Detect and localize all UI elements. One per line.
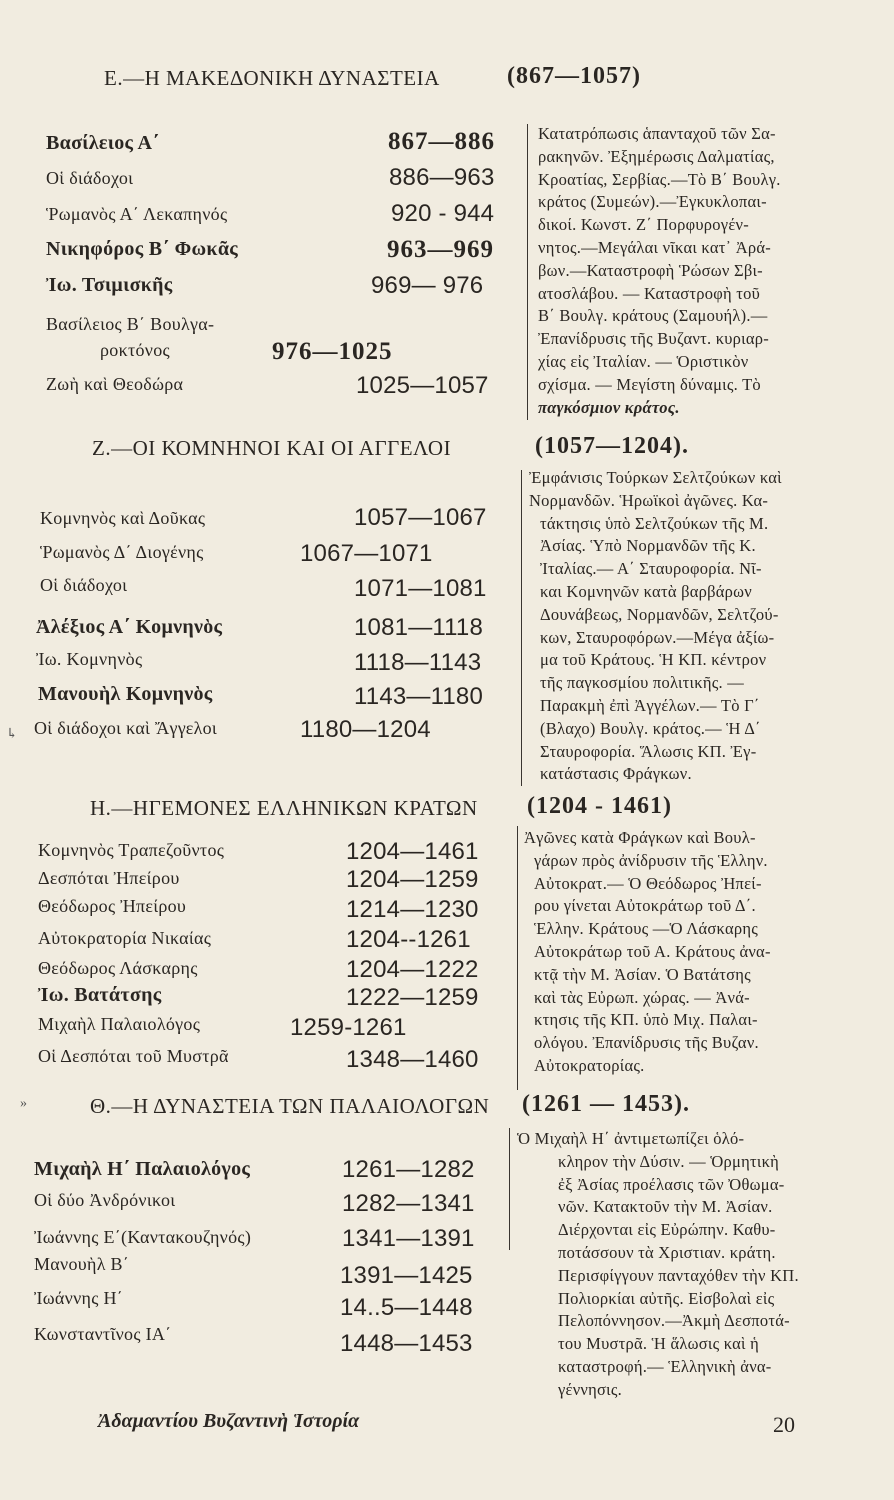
description-line: ολόγου. Ἐπανίδρυσις τῆς Βυζαν. — [534, 1033, 759, 1053]
description-line: κληρον τὴν Δύσιν. — Ὁρμητικὴ — [558, 1151, 780, 1171]
ruler-years: 1180—1204 — [300, 716, 431, 743]
description-line: σχίσμα. — Μεγίστη δύναμις. Τὸ — [538, 374, 761, 394]
description-line: παγκόσμιον κράτος. — [538, 397, 680, 417]
ruler-years: 1025—1057 — [356, 372, 489, 399]
description-line: γέννησις. — [558, 1379, 623, 1399]
ruler-name: Οἱ διάδοχοι — [46, 168, 134, 188]
ruler-years: 1081—1118 — [354, 614, 484, 641]
section-heading: Θ.—Η ΔΥΝΑΣΤΕΙΑ ΤΩΝ ΠΑΛΑΙΟΛΟΓΩΝ — [90, 1094, 490, 1118]
description-line: Πολιορκίαι αὐτῆς. Εἰσβολαὶ εἰς — [558, 1288, 775, 1308]
ruler-years: 14..5—1448 — [340, 1294, 473, 1321]
description-line: Διέρχονται εἰς Εὐρώπην. Καθυ- — [558, 1220, 776, 1240]
column-divider — [527, 124, 528, 420]
description-line: τῆς παγκοσμίου πολιτικῆς. — — [540, 673, 744, 693]
ruler-name: Βασίλειος Α΄ — [46, 132, 160, 154]
description-line: Σταυροφορία. Ἅλωσις ΚΠ. Ἐγ- — [540, 741, 757, 761]
description-line: Ἑλλην. Κράτους —Ὁ Λάσκαρης — [534, 919, 759, 939]
ruler-years: 1222—1259 — [346, 984, 479, 1011]
section-years: (867—1057) — [507, 63, 641, 89]
section-heading: Η.—ΗΓΕΜΟΝΕΣ ΕΛΛΗΝΙΚΩΝ ΚΡΑΤΩΝ — [90, 796, 478, 820]
description-line: Ἀσίας. Ὑπὸ Νορμανδῶν τῆς Κ. — [540, 536, 756, 556]
ruler-years: 886—963 — [389, 164, 495, 191]
column-divider — [509, 1128, 510, 1250]
description-line: Ἰταλίας.— Α΄ Σταυροφορία. Νῖ- — [540, 559, 762, 579]
ruler-name: Δεσπόται Ἠπείρου — [38, 868, 180, 888]
description-line: ρου γίνεται Αὐτοκράτωρ τοῦ Δ΄. — [534, 896, 756, 916]
ruler-name: Βασίλειος Β΄ Βουλγα- — [46, 314, 215, 334]
description-line: κτᾷ τὴν Μ. Ἀσίαν. Ὁ Βατάτσης — [534, 964, 751, 984]
ruler-years: 1261—1282 — [342, 1156, 475, 1183]
ruler-years: 1204--1261 — [346, 926, 471, 953]
description-line: Νορμανδῶν. Ἡρωϊκοὶ ἀγῶνες. Κα- — [529, 490, 769, 510]
description-line: κατάστασις Φράγκων. — [540, 764, 692, 784]
description-line: (Βλαχο) Βουλγ. κράτος.— Ἡ Δ΄ — [540, 718, 761, 738]
ruler-years: 1214—1230 — [346, 896, 479, 923]
ruler-years: 1118—1143 — [354, 649, 482, 676]
description-line: Αὐτοκρατορίας. — [534, 1055, 645, 1075]
margin-mark: » — [20, 1096, 28, 1111]
ruler-name: Οἱ Δεσπόται τοῦ Μυστρᾶ — [38, 1046, 229, 1066]
description-line: κων, Σταυροφόρων.—Μέγα ἀξίω- — [540, 627, 775, 647]
description-line: Κατατρόπωσις ἁπανταχοῦ τῶν Σα- — [538, 124, 776, 143]
ruler-years: 1204—1461 — [346, 838, 479, 865]
ruler-years: 1071—1081 — [354, 575, 487, 602]
section-description — [524, 827, 771, 1078]
ruler-years: 976—1025 — [272, 338, 393, 365]
margin-mark: ↳ — [6, 726, 18, 742]
book-title: Ἀδαμαντίου Βυζαντινὴ Ἱστορία — [98, 1410, 360, 1432]
ruler-years: 1448—1453 — [340, 1330, 473, 1357]
description-line: Ἐμφάνισις Τούρκων Σελτζούκων καὶ — [529, 468, 782, 487]
ruler-name: Μανουὴλ Κομνηνὸς — [38, 683, 213, 705]
description-line: του Μυστρᾶ. Ἡ ἅλωσις καὶ ἡ — [558, 1334, 759, 1354]
description-line: ποτάσσουν τὰ Χριστιαν. κράτη. — [558, 1242, 776, 1262]
description-line: δικοί. Κωνστ. Ζ΄ Πορφυρογέν- — [538, 215, 749, 235]
description-line: κράτος (Συμεών).—Ἐγκυκλοπαι- — [538, 192, 767, 212]
description-line: Ἀγῶνες κατὰ Φράγκων καὶ Βουλ- — [524, 828, 756, 847]
description-line: Ὁ Μιχαὴλ Η΄ ἀντιμετωπίζει ὁλό- — [517, 1129, 745, 1148]
ruler-name: Θεόδωρος Ἠπείρου — [38, 896, 187, 916]
column-divider — [517, 826, 518, 1090]
column-divider — [521, 470, 522, 786]
section-years: (1057—1204). — [535, 433, 689, 459]
description-line: Περισφίγγουν πανταχόθεν τὴν ΚΠ. — [558, 1265, 799, 1285]
description-line: χίας εἰς Ἰταλίαν. — Ὁριστικὸν — [538, 351, 749, 371]
ruler-name: Ἰω. Τσιμισκῆς — [46, 274, 173, 296]
ruler-years: 1391—1425 — [340, 1262, 473, 1289]
ruler-name: Μιχαὴλ Παλαιολόγος — [38, 1014, 201, 1034]
ruler-years: 969— 976 — [371, 272, 484, 299]
section-years: (1261 — 1453). — [522, 1091, 690, 1117]
description-line: νητος.—Μεγάλαι νῖκαι κατ᾽ Ἀρά- — [538, 237, 772, 257]
ruler-name: Ῥωμανὸς Δ΄ Διογένης — [40, 542, 204, 562]
section-years: (1204 - 1461) — [527, 793, 672, 819]
ruler-name: Οἱ διάδοχοι καὶ Ἄγγελοι — [34, 718, 218, 738]
description-line: βων.—Καταστροφὴ Ῥώσων Σβι- — [538, 260, 763, 280]
description-line: μα τοῦ Κράτους. Ἡ ΚΠ. κέντρον — [540, 650, 767, 670]
ruler-years: 1259-1261 — [290, 1014, 407, 1041]
ruler-name: Μανουὴλ Β΄ — [34, 1254, 130, 1274]
ruler-years: 963—969 — [387, 236, 494, 263]
ruler-name: Μιχαὴλ Η΄ Παλαιολόγος — [34, 1158, 251, 1180]
ruler-name: Ἰω. Κομνηνὸς — [36, 649, 143, 669]
description-line: καὶ τὰς Εὐρωπ. χώρας. — Ἀνά- — [534, 987, 750, 1007]
description-line: Β΄ Βουλγ. κράτους (Σαμουήλ).— — [538, 306, 768, 326]
ruler-name: Ἰωάννης Ε΄(Καντακουζηνός) — [34, 1227, 252, 1247]
ruler-name: Αὐτοκρατορία Νικαίας — [38, 928, 212, 948]
ruler-years: 1348—1460 — [346, 1046, 479, 1073]
ruler-name: Νικηφόρος Β΄ Φωκᾶς — [46, 238, 239, 260]
ruler-years: 1204—1259 — [346, 866, 479, 893]
section-description — [517, 1128, 799, 1402]
ruler-name: Οἱ διάδοχοι — [40, 575, 128, 595]
ruler-name: ροκτόνος — [100, 340, 170, 360]
description-line: Κροατίας, Σερβίας.—Τὸ Β΄ Βουλγ. — [538, 169, 781, 189]
description-line: κτησις τῆς ΚΠ. ὑπὸ Μιχ. Παλαι- — [534, 1010, 758, 1030]
ruler-years: 1067—1071 — [300, 540, 433, 567]
ruler-name: Ἰωάννης Η΄ — [34, 1288, 124, 1308]
ruler-years: 1282—1341 — [342, 1190, 475, 1217]
page-number: 20 — [773, 1412, 795, 1437]
description-line: ρακηνῶν. Ἐξημέρωσις Δαλματίας, — [538, 146, 775, 166]
section-description — [538, 123, 781, 419]
ruler-years: 920 - 944 — [391, 200, 495, 227]
description-line: ατοσλάβου. — Καταστροφὴ τοῦ — [538, 283, 761, 303]
ruler-name: Οἱ δύο Ἀνδρόνικοι — [34, 1190, 176, 1210]
ruler-years: 1204—1222 — [346, 956, 479, 983]
section-heading: Ε.—Η ΜΑΚΕΔΟΝΙΚΗ ΔΥΝΑΣΤΕΙΑ — [104, 66, 440, 90]
description-line: Πελοπόννησον.—Ἀκμὴ Δεσποτά- — [558, 1311, 790, 1331]
description-line: Αὐτοκράτωρ τοῦ Α. Κράτους ἀνα- — [534, 941, 771, 961]
description-line: και Κομνηνῶν κατὰ βαρβάρων — [540, 581, 752, 601]
description-line: γάρων πρὸς ἀνίδρυσιν τῆς Ἑλλην. — [534, 850, 768, 870]
ruler-name: Κωνσταντῖνος ΙΑ΄ — [34, 1324, 172, 1344]
description-line: ἐξ Ἀσίας προέλασις τῶν Ὀθωμα- — [558, 1174, 785, 1194]
description-line: Παρακμὴ ἐπὶ Ἀγγέλων.— Τὸ Γ΄ — [540, 695, 760, 715]
description-line: Αὐτοκρατ.— Ὁ Θεόδωρος Ἠπεί- — [534, 873, 762, 893]
description-line: τάκτησις ὑπὸ Σελτζούκων τῆς Μ. — [540, 513, 769, 533]
ruler-name: Ῥωμανὸς Α΄ Λεκαπηνός — [46, 204, 228, 224]
ruler-name: Κομνηνὸς Τραπεζοῦντος — [38, 840, 225, 860]
ruler-years: 1057—1067 — [354, 504, 487, 531]
section-heading: Ζ.—ΟΙ ΚΟΜΝΗΝΟΙ ΚΑΙ ΟΙ ΑΓΓΕΛΟΙ — [92, 436, 452, 460]
description-line: Ἐπανίδρυσις τῆς Βυζαντ. κυριαρ- — [538, 329, 769, 349]
ruler-years: 1341—1391 — [342, 1225, 475, 1252]
ruler-years: 867—886 — [388, 128, 495, 155]
ruler-name: Ἀλέξιος Α΄ Κομνηνὸς — [36, 616, 223, 638]
description-line: νῶν. Κατακτοῦν τὴν Μ. Ἀσίαν. — [558, 1197, 773, 1217]
section-description — [529, 467, 782, 786]
ruler-years: 1143—1180 — [354, 683, 484, 710]
description-line: καταστροφή.— Ἑλληνικὴ ἀνα- — [558, 1356, 772, 1376]
ruler-name: Κομνηνὸς καὶ Δοῦκας — [40, 508, 206, 528]
ruler-name: Θεόδωρος Λάσκαρης — [38, 958, 198, 978]
description-line: Δουνάβεως, Νορμανδῶν, Σελτζού- — [540, 604, 779, 624]
ruler-name: Ἰω. Βατάτσης — [38, 984, 162, 1006]
ruler-name: Ζωὴ καὶ Θεοδώρα — [46, 374, 184, 394]
